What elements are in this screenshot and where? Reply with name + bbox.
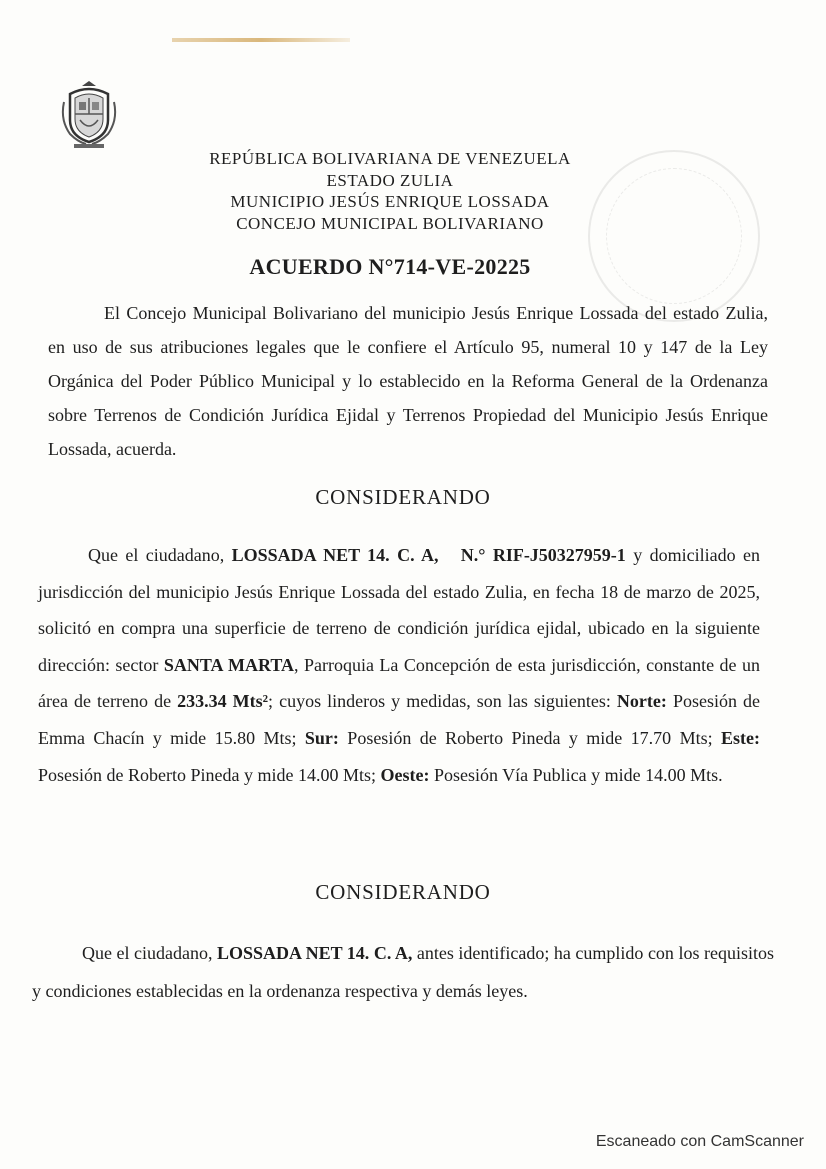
text-run: Que el ciudadano, xyxy=(82,943,218,963)
terrain-area: 233.34 Mts² xyxy=(177,691,269,712)
boundary-south-label: Sur: xyxy=(304,727,339,748)
company-name: LOSSADA NET 14. C. A, xyxy=(217,943,413,963)
header-line-state: ESTADO ZULIA xyxy=(326,170,454,190)
text-run: y domiciliado en jurisdicción del municipio Jesús Enrique Lossada del estado Zulia, en fecha 18 de marzo de 2025, solicitó en compra una superficie de terreno de condición jurídica ejidal, ubicado en la siguiente dirección: sector xyxy=(38,545,760,675)
boundary-west-text: Posesión Vía Publica y mide 14.00 Mts. xyxy=(429,764,723,785)
text-run: ; cuyos linderos y medidas, son las siguientes: xyxy=(268,691,617,712)
document-header xyxy=(140,148,640,234)
section-heading-2: CONSIDERANDO xyxy=(315,880,491,904)
scan-edge-line xyxy=(172,38,350,42)
intro-paragraph: El Concejo Municipal Bolivariano del municipio Jesús Enrique Lossada del estado Zulia, en uso de sus atribuciones legales que le confiere el Artículo 95, numeral 10 y 147 de la Ley Orgánica del Poder Público Municipal y lo establecido en la Reforma General de la Ordenanza sobre Terrenos de Condición Jurídica Ejidal y Terrenos Propiedad del Municipio Jesús Enrique Lossada, acuerda. xyxy=(48,303,768,459)
header-line-council: CONCEJO MUNICIPAL BOLIVARIANO xyxy=(236,213,544,233)
company-name: LOSSADA NET 14. C. A, xyxy=(231,545,439,565)
sector-name: SANTA MARTA xyxy=(163,654,295,675)
document-title: ACUERDO N°714-VE-20225 xyxy=(249,254,531,279)
considerando-paragraph-2 xyxy=(32,934,774,1010)
camscanner-watermark: Escaneado con CamScanner xyxy=(595,1133,804,1150)
municipal-seal-icon xyxy=(56,80,122,150)
boundary-east-label: Este: xyxy=(721,727,760,748)
considerando-paragraph-1 xyxy=(38,537,760,793)
boundary-east-text: Posesión de Roberto Pineda y mide 14.00 Mts; xyxy=(38,764,381,785)
section-heading-1: CONSIDERANDO xyxy=(315,485,491,509)
company-rif: N.° RIF-J50327959-1 xyxy=(460,545,626,565)
boundary-south-text: Posesión de Roberto Pineda y mide 17.70 Mts; xyxy=(338,727,721,748)
boundary-north-label: Norte: xyxy=(616,691,667,712)
boundary-north-text: Posesión de Emma Chacín y mide 15.80 Mts; xyxy=(38,691,760,748)
boundary-west-label: Oeste: xyxy=(380,764,430,785)
text-run: Que el ciudadano, xyxy=(88,545,232,565)
text-run: , Parroquia La Concepción de esta jurisdicción, constante de un área de terreno de xyxy=(38,654,760,712)
text-run: antes identificado; ha cumplido con los requisitos y condiciones establecidas en la ordenanza respectiva y demás leyes. xyxy=(32,943,774,1001)
header-line-municipality: MUNICIPIO JESÚS ENRIQUE LOSSADA xyxy=(230,192,550,211)
header-line-republic: REPÚBLICA BOLIVARIANA DE VENEZUELA xyxy=(209,149,571,168)
